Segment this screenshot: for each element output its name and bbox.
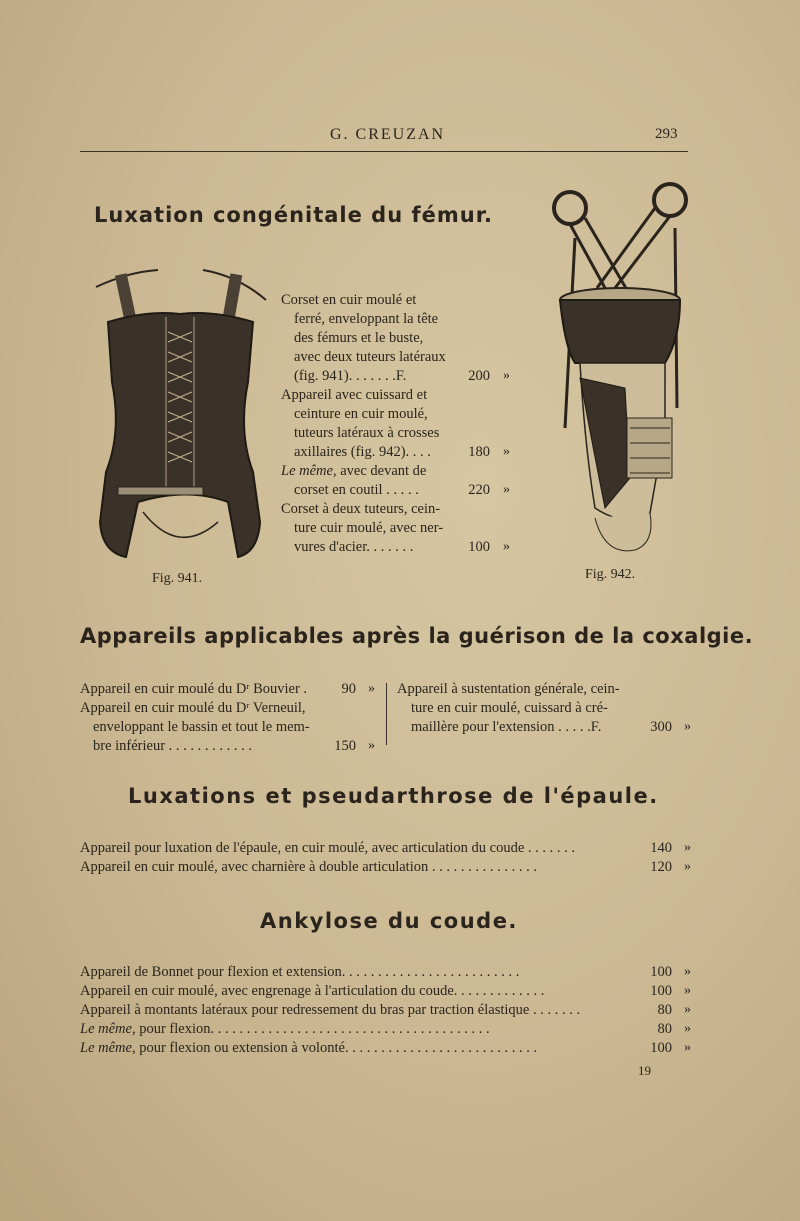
raquo: » bbox=[684, 1002, 691, 1017]
page-number: 293 bbox=[655, 126, 678, 142]
raquo: » bbox=[503, 482, 510, 497]
text-line: axillaires (fig. 942). . . . bbox=[294, 444, 431, 460]
text-line: Appareil en cuir moulé, avec charnière à double articulation . . . . . . . . . . . . . . . bbox=[80, 859, 537, 875]
text-line: vures d'acier. . . . . . . bbox=[294, 539, 414, 555]
running-header-author: G. CREUZAN bbox=[330, 126, 446, 143]
text-line: ceinture en cuir moulé, bbox=[294, 406, 428, 422]
figure-caption-942: Fig. 942. bbox=[585, 567, 636, 582]
price: 300 bbox=[650, 719, 672, 735]
text-line: Corset à deux tuteurs, cein- bbox=[281, 501, 441, 517]
raquo: » bbox=[368, 681, 375, 696]
text-line: tuteurs latéraux à crosses bbox=[294, 425, 440, 441]
text-line-italic-lead: Le même, pour flexion ou extension à volonté. . . . . . . . . . . . . . . . . . . . . . . . . . . bbox=[80, 1040, 538, 1056]
raquo: » bbox=[684, 840, 691, 855]
text-line: avec deux tuteurs latéraux bbox=[294, 349, 446, 365]
price: 100 bbox=[650, 964, 672, 980]
raquo: » bbox=[503, 368, 510, 383]
text-line: Appareil de Bonnet pour flexion et extension. . . . . . . . . . . . . . . . . . . . . . . . . bbox=[80, 964, 520, 980]
price: 100 bbox=[650, 1040, 672, 1056]
text-line: ture cuir moulé, avec ner- bbox=[294, 520, 444, 536]
text-line-italic-lead: Le même, pour flexion. . . . . . . . . . . . . . . . . . . . . . . . . . . . . . . . . . . . . . . bbox=[80, 1021, 490, 1037]
section-title-coxalgie: Appareils applicables après la guérison de la coxalgie. bbox=[80, 624, 754, 648]
text-line-italic-lead: Le même, avec devant de bbox=[281, 463, 427, 479]
signature-mark: 19 bbox=[638, 1063, 651, 1078]
corset-illustration bbox=[88, 262, 273, 562]
price: 140 bbox=[650, 840, 672, 856]
text-line: Appareil avec cuissard et bbox=[281, 387, 428, 403]
price: 100 bbox=[468, 539, 490, 555]
raquo: » bbox=[684, 859, 691, 874]
price: 80 bbox=[657, 1002, 672, 1018]
text-line: ture en cuir moulé, cuissard à cré- bbox=[411, 700, 608, 716]
raquo: » bbox=[684, 983, 691, 998]
figure-caption-941: Fig. 941. bbox=[152, 571, 203, 586]
section-title-coude: Ankylose du coude. bbox=[260, 909, 518, 933]
raquo: » bbox=[684, 1021, 691, 1036]
raquo: » bbox=[503, 444, 510, 459]
text-line: enveloppant le bassin et tout le mem- bbox=[93, 719, 310, 735]
text-line: Appareil en cuir moulé, avec engrenage à l'articulation du coude. . . . . . . . . . . . . bbox=[80, 983, 545, 999]
text-line: Appareil en cuir moulé du Dʳ Verneuil, bbox=[80, 700, 306, 716]
text-line: Appareil en cuir moulé du Dʳ Bouvier . bbox=[80, 681, 308, 697]
header-rule bbox=[80, 151, 688, 152]
text-line: (fig. 941). . . . . . .F. bbox=[294, 368, 407, 384]
text-line: ferré, enveloppant la tête bbox=[294, 311, 439, 327]
column-divider bbox=[386, 683, 387, 745]
text-line: Appareil à sustentation générale, cein- bbox=[397, 681, 620, 697]
text-line: Appareil pour luxation de l'épaule, en cuir moulé, avec articulation du coude . . . . . . . bbox=[80, 840, 576, 856]
raquo: » bbox=[503, 539, 510, 554]
hip-brace-illustration bbox=[535, 178, 695, 563]
text-line: bre inférieur . . . . . . . . . . . . bbox=[93, 738, 253, 754]
price: 80 bbox=[657, 1021, 672, 1037]
price: 100 bbox=[650, 983, 672, 999]
text-line: maillère pour l'extension . . . . .F. bbox=[411, 719, 602, 735]
section-title-luxation-femur: Luxation congénitale du fémur. bbox=[94, 203, 494, 227]
text-line: corset en coutil . . . . . bbox=[294, 482, 419, 498]
price: 180 bbox=[468, 444, 490, 460]
text-line: des fémurs et le buste, bbox=[294, 330, 424, 346]
text-line: Appareil à montants latéraux pour redressement du bras par traction élastique . . . . . . . bbox=[80, 1002, 581, 1018]
section-title-epaule: Luxations et pseudarthrose de l'épaule. bbox=[128, 784, 659, 808]
price: 220 bbox=[468, 482, 490, 498]
raquo: » bbox=[684, 719, 691, 734]
text-line: Corset en cuir moulé et bbox=[281, 292, 417, 308]
price: 120 bbox=[650, 859, 672, 875]
price: 150 bbox=[334, 738, 356, 754]
price: 200 bbox=[468, 368, 490, 384]
raquo: » bbox=[684, 964, 691, 979]
raquo: » bbox=[368, 738, 375, 753]
raquo: » bbox=[684, 1040, 691, 1055]
price: 90 bbox=[341, 681, 356, 697]
